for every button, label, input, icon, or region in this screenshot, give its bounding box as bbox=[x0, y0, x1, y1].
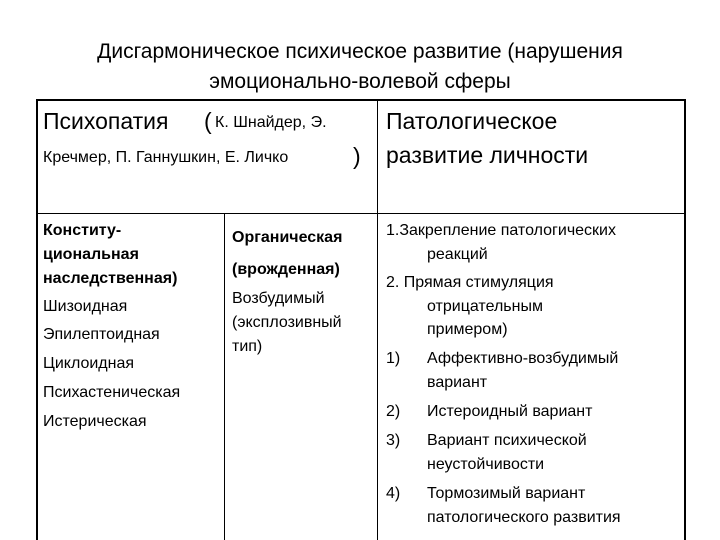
variant-4-number: 4) bbox=[386, 485, 401, 502]
organic-heading-2: (врожденная) bbox=[232, 261, 340, 278]
psychopathy-label: Психопатия bbox=[43, 108, 169, 134]
variant-2-number: 2) bbox=[386, 403, 401, 420]
variant-4-line-2: патологического развития bbox=[427, 509, 621, 526]
table-right-border bbox=[684, 99, 686, 540]
slide-title-line-1: Дисгармоническое психическое развитие (нарушения bbox=[97, 40, 623, 63]
pathological-line-1: Патологическое bbox=[386, 108, 558, 134]
p2-line-2: отрицательным bbox=[427, 298, 543, 315]
type-psychasthenic: Психастеническая bbox=[43, 384, 181, 401]
type-hysterical: Истерическая bbox=[43, 413, 147, 430]
constitutional-heading-1: Конститу- bbox=[43, 222, 122, 239]
type-schizoid: Шизоидная bbox=[43, 298, 128, 315]
open-parenthesis: ( bbox=[204, 108, 212, 134]
p1-line-2: реакций bbox=[427, 246, 488, 263]
variant-3-line-1: Вариант психической bbox=[427, 432, 587, 449]
authors-line-2: Кречмер, П. Ганнушкин, Е. Личко bbox=[43, 149, 289, 166]
slide-title-line-2: эмоционально-волевой сферы bbox=[209, 70, 511, 93]
p1-line-1: 1.Закрепление патологических bbox=[386, 222, 616, 239]
constitutional-heading-3: наследственная) bbox=[43, 270, 178, 287]
organic-item-1: Возбудимый bbox=[232, 290, 325, 307]
close-parenthesis: ) bbox=[353, 143, 361, 169]
table-column-divider-main bbox=[377, 99, 378, 540]
variant-1-line-2: вариант bbox=[427, 374, 488, 391]
variant-2-line-1: Истероидный вариант bbox=[427, 403, 593, 420]
pathological-line-2: развитие личности bbox=[386, 142, 589, 168]
authors-line-1: К. Шнайдер, Э. bbox=[215, 114, 327, 131]
organic-item-2: (эксплозивный bbox=[232, 314, 342, 331]
type-cycloid: Циклоидная bbox=[43, 355, 135, 372]
table-column-divider-sub bbox=[224, 213, 225, 540]
table-top-border bbox=[36, 99, 686, 101]
organic-heading-1: Органическая bbox=[232, 229, 343, 246]
variant-3-line-2: неустойчивости bbox=[427, 456, 545, 473]
p2-line-3: примером) bbox=[427, 321, 508, 338]
p2-line-1: 2. Прямая стимуляция bbox=[386, 274, 554, 291]
constitutional-heading-2: циональная bbox=[43, 246, 139, 263]
variant-4-line-1: Тормозимый вариант bbox=[427, 485, 586, 502]
type-epileptoid: Эпилептоидная bbox=[43, 326, 160, 343]
variant-1-line-1: Аффективно-возбудимый bbox=[427, 350, 619, 367]
organic-item-3: тип) bbox=[232, 338, 263, 355]
table-left-border bbox=[36, 99, 38, 540]
variant-3-number: 3) bbox=[386, 432, 401, 449]
table-row-divider bbox=[36, 213, 686, 214]
variant-1-number: 1) bbox=[386, 350, 401, 367]
